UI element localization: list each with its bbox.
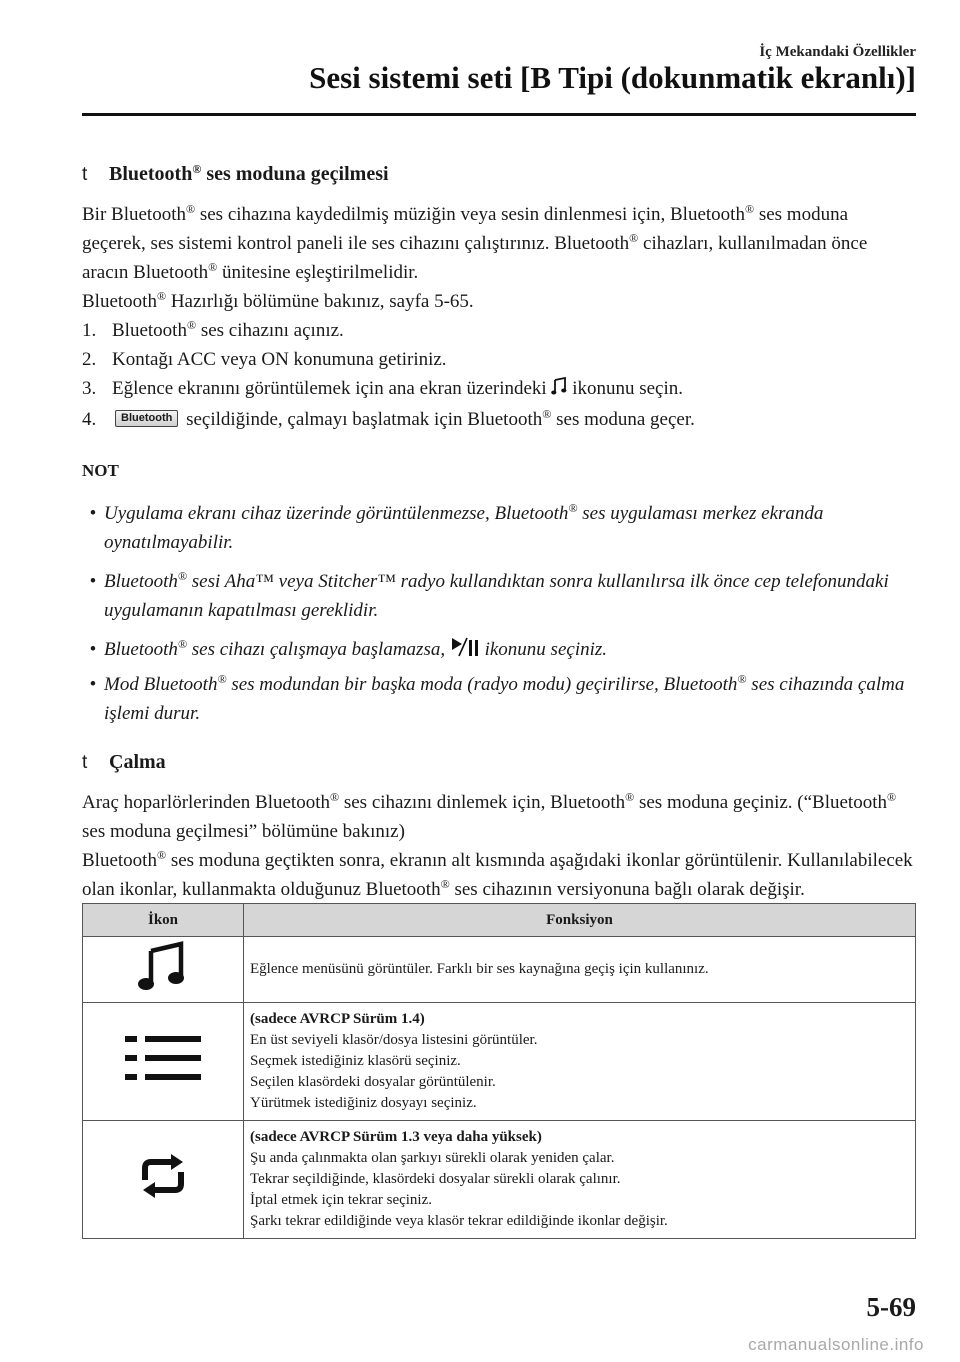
- list-icon[interactable]: [123, 1070, 203, 1086]
- playback-text-e: Bluetooth: [82, 850, 157, 871]
- registered-mark: ®: [156, 289, 167, 303]
- section-heading-bluetooth: [82, 160, 916, 189]
- note-text-b: sesi Aha™ veya Stitcher™ radyo kullandıktan sonra kullanılırsa ilk önce cep telefonundaki uygulamanın kapatılması gereklidir.: [104, 571, 889, 621]
- function-line: Seçilen klasördeki dosyalar görüntülenir.: [250, 1074, 496, 1090]
- reference-text-b: Hazırlığı bölümüne bakınız, sayfa 5-65.: [166, 291, 474, 312]
- step-text-a: seçildiğinde, çalmayı başlatmak için Bluetooth: [181, 409, 543, 430]
- function-line: Tekrar seçildiğinde, klasördeki dosyalar sürekli olarak çalınır.: [250, 1171, 621, 1187]
- column-header-icon: İkon: [83, 904, 244, 937]
- function-cell: [244, 1121, 916, 1239]
- registered-mark: ®: [217, 672, 227, 686]
- step-text-a: Bluetooth: [112, 320, 187, 341]
- step-number: 4.: [82, 409, 97, 430]
- intro-text-c: ses moduna geçerek, ses sistemi kontrol paneli ile ses cihazını çalıştırınız. Bluetooth: [82, 204, 849, 254]
- note-text-c: ses cihazında çalma işlemi durur.: [104, 674, 905, 724]
- registered-mark: ®: [177, 569, 188, 583]
- section-marker: t: [82, 164, 88, 185]
- playback-paragraph: [82, 788, 916, 846]
- playback-text-g: ses cihazının versiyonuna bağlı olarak değişir.: [449, 879, 805, 900]
- icon-cell: [83, 1003, 244, 1121]
- note-title: NOT: [82, 461, 119, 480]
- bullet: •: [89, 674, 97, 695]
- step-text: [112, 374, 916, 405]
- note-text: [104, 635, 916, 666]
- step-item: [82, 374, 916, 405]
- table-row: [83, 937, 916, 1003]
- music-note-icon: [551, 376, 567, 405]
- note-text-c: ikonunu seçiniz.: [479, 639, 608, 660]
- step-item: [82, 316, 916, 345]
- function-cell: [244, 937, 916, 1003]
- registered-mark: ®: [737, 672, 747, 686]
- registered-mark: ®: [744, 202, 755, 216]
- note-text-a: Bluetooth: [104, 571, 178, 592]
- function-line: Şarkı tekrar edildiğinde veya klasör tekrar edildiğinde ikonlar değişir.: [250, 1213, 668, 1229]
- registered-mark: ®: [192, 162, 202, 176]
- step-text-b: ses cihazını açınız.: [196, 320, 344, 341]
- registered-mark: ®: [177, 637, 188, 651]
- icon-cell: [83, 937, 244, 1003]
- bullet: •: [89, 503, 97, 524]
- step-text: [112, 405, 916, 434]
- function-line: En üst seviyeli klasör/dosya listesini görüntüler.: [250, 1032, 538, 1048]
- registered-mark: ®: [886, 790, 897, 804]
- registered-mark: ®: [568, 501, 578, 515]
- registered-mark: ®: [186, 318, 197, 332]
- note-text: [104, 670, 916, 728]
- table-row: [83, 1003, 916, 1121]
- bullet: •: [89, 571, 97, 592]
- spacer: [82, 732, 916, 748]
- function-line: Eğlence menüsünü görüntüler. Farklı bir ses kaynağına geçiş için kullanınız.: [250, 961, 709, 977]
- header-divider: [82, 113, 916, 116]
- registered-mark: ®: [629, 231, 639, 245]
- playback-text-c: ses moduna geçiniz. (“Bluetooth: [634, 792, 887, 813]
- registered-mark: ®: [208, 260, 218, 274]
- playback-text-a: Araç hoparlörlerinden Bluetooth: [82, 792, 330, 813]
- note-text-a: Uygulama ekranı cihaz üzerinde görüntülenmezse, Bluetooth: [104, 503, 569, 524]
- playback-text-b: ses cihazını dinlemek için, Bluetooth: [339, 792, 626, 813]
- icon-cell: [83, 1121, 244, 1239]
- repeat-icon[interactable]: [133, 1188, 193, 1204]
- playback-text-d: ses moduna geçilmesi” bölümüne bakınız): [82, 821, 405, 842]
- main-content: [82, 160, 916, 904]
- bullet: •: [89, 639, 97, 660]
- registered-mark: ®: [440, 877, 450, 891]
- function-heading: (sadece AVRCP Sürüm 1.3 veya daha yüksek): [250, 1129, 542, 1145]
- function-line: Şu anda çalınmakta olan şarkıyı sürekli olarak yeniden çalar.: [250, 1150, 615, 1166]
- function-cell: [244, 1003, 916, 1121]
- note-text: [104, 567, 916, 625]
- table-row: [83, 1121, 916, 1239]
- page-number: 5-69: [866, 1292, 916, 1322]
- step-text-b: ikonunu seçin.: [567, 378, 684, 399]
- reference-text-a: Bluetooth: [82, 291, 157, 312]
- reference-paragraph: [82, 287, 916, 316]
- intro-paragraph: [82, 200, 916, 287]
- step-text-b: ses moduna geçer.: [551, 409, 695, 430]
- intro-text-b: ses cihazına kaydedilmiş müziğin veya sesin dinlenmesi için, Bluetooth: [195, 204, 745, 225]
- section-heading-text: Çalma: [109, 751, 166, 773]
- step-number: 3.: [82, 378, 97, 399]
- section-heading-text-a: Bluetooth: [109, 163, 193, 185]
- step-text-a: Eğlence ekranını görüntülemek için ana ekran üzerindeki: [112, 378, 552, 399]
- bluetooth-button[interactable]: Bluetooth: [115, 410, 178, 427]
- registered-mark: ®: [625, 790, 635, 804]
- function-line: Yürütmek istediğiniz dosyayı seçiniz.: [250, 1095, 477, 1111]
- registered-mark: ®: [185, 202, 196, 216]
- note-item: [82, 670, 916, 728]
- intro-text-e: ünitesine eşleştirilmelidir.: [217, 262, 419, 283]
- step-text: Kontağı ACC veya ON konumuna getiriniz.: [112, 349, 447, 370]
- table-header-row: [83, 904, 916, 937]
- play-pause-icon: [450, 637, 480, 666]
- note-text-a: Bluetooth: [104, 639, 178, 660]
- watermark: carmanualsonline.info: [748, 1335, 924, 1354]
- note-text-b: ses modundan bir başka moda (radyo modu) geçirilirse, Bluetooth: [226, 674, 738, 695]
- step-number: 2.: [82, 349, 97, 370]
- step-item: [82, 405, 916, 434]
- intro-text-d: cihazları, kullanılmadan önce aracın Bluetooth: [82, 233, 868, 283]
- note-text: [104, 499, 916, 557]
- step-item: [82, 345, 916, 374]
- header-section-label: İç Mekandaki Özellikler: [759, 44, 916, 60]
- note-text-b: ses cihazı çalışmaya başlamazsa,: [187, 639, 450, 660]
- note-item: [82, 635, 916, 666]
- column-header-function: Fonksiyon: [244, 904, 916, 937]
- music-note-icon[interactable]: [137, 979, 189, 995]
- function-line: Seçmek istediğiniz klasörü seçiniz.: [250, 1053, 461, 1069]
- registered-mark: ®: [329, 790, 340, 804]
- playback-text-f: ses moduna geçtikten sonra, ekranın alt kısmında aşağıdaki ikonlar görüntülenir. Kullanılabilecek olan ikonlar, kullanmakta olduğunuz Bluetooth: [82, 850, 913, 900]
- registered-mark: ®: [542, 407, 552, 421]
- step-text: [112, 316, 916, 345]
- registered-mark: ®: [156, 848, 167, 862]
- note-item: [82, 499, 916, 557]
- function-line: İptal etmek için tekrar seçiniz.: [250, 1192, 432, 1208]
- intro-text-a: Bir Bluetooth: [82, 204, 186, 225]
- function-heading: (sadece AVRCP Sürüm 1.4): [250, 1011, 425, 1027]
- step-number: 1.: [82, 320, 97, 341]
- section-marker: t: [82, 752, 88, 773]
- playback-paragraph-2: [82, 846, 916, 904]
- icon-function-table: [82, 903, 916, 1239]
- section-heading-text-b: ses moduna geçilmesi: [201, 163, 389, 185]
- note-text-a: Mod Bluetooth: [104, 674, 218, 695]
- note-text-b: ses uygulaması merkez ekranda oynatılmayabilir.: [104, 503, 824, 553]
- page-title: Sesi sistemi seti [B Tipi (dokunmatik ekranlı)]: [309, 60, 916, 95]
- section-heading-playback: [82, 748, 916, 777]
- note-item: [82, 567, 916, 625]
